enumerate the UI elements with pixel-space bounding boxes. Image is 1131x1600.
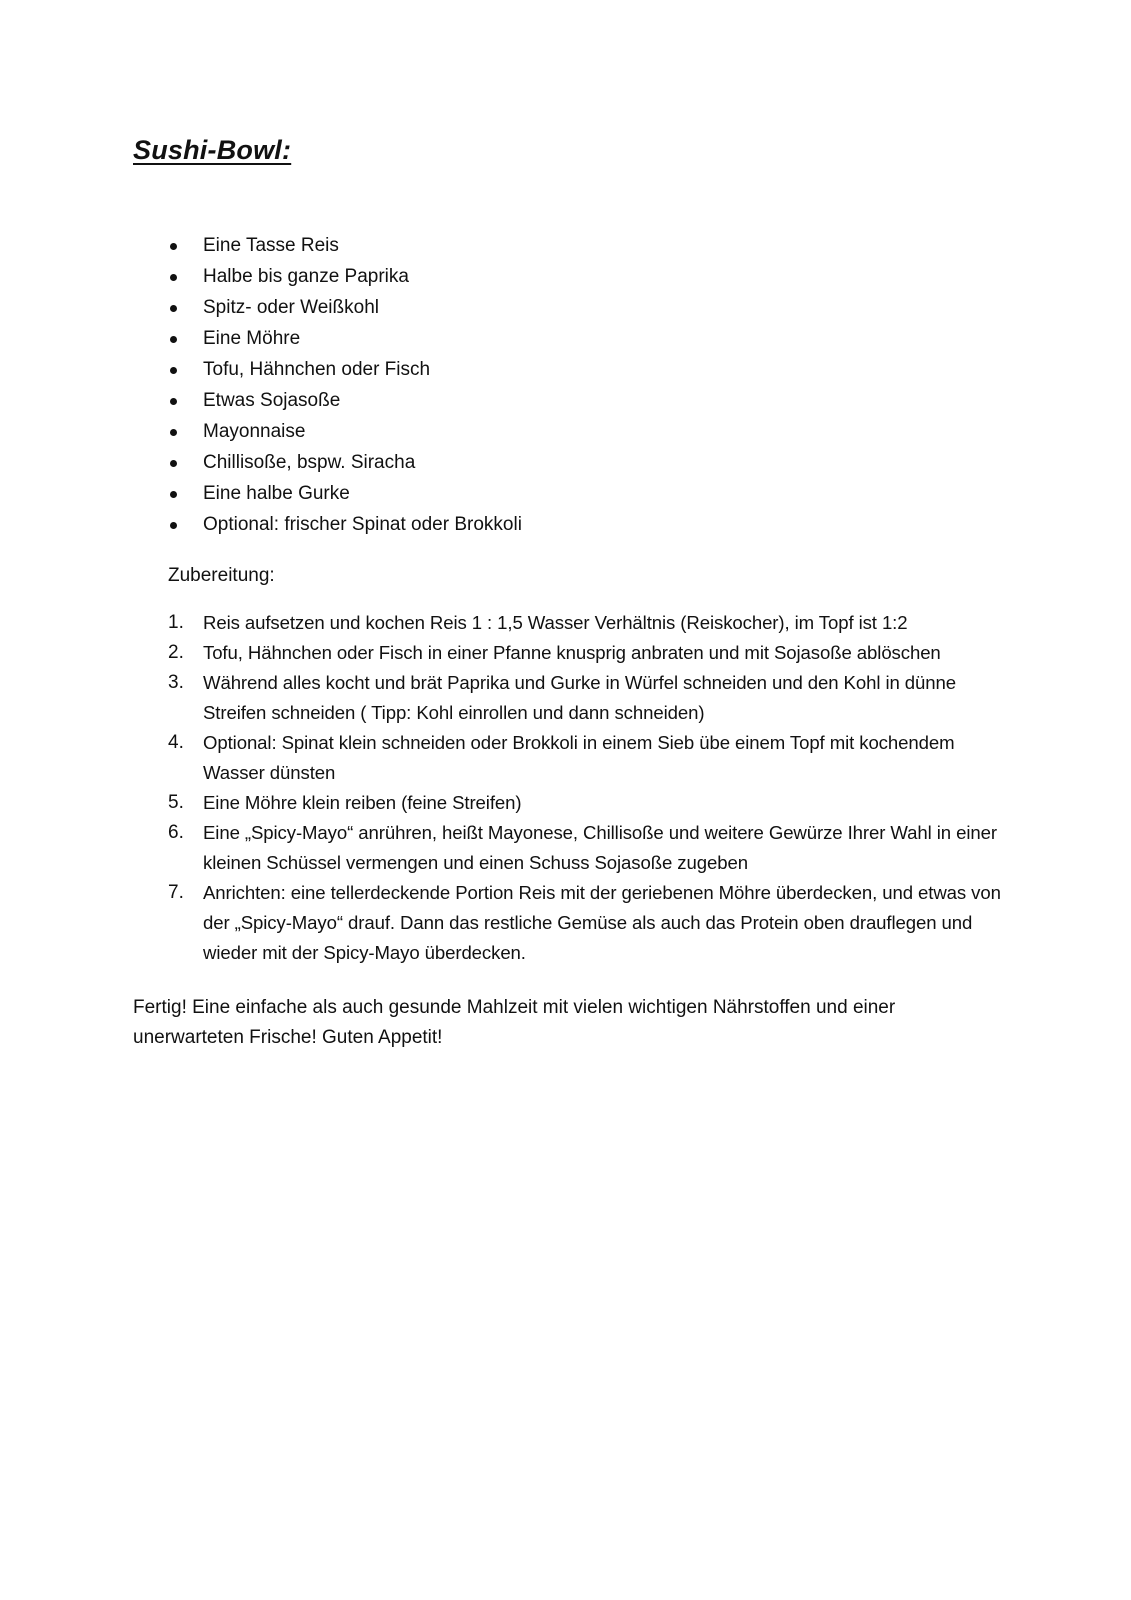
ingredient-item (0, 512, 522, 543)
ingredient-text: Chillisoße, bspw. Siracha (203, 452, 416, 473)
step-item (0, 608, 1003, 638)
step-text: Eine Möhre klein reiben (feine Streifen) (203, 792, 522, 813)
step-text: Anrichten: eine tellerdeckende Portion Reis mit der geriebenen Möhre überdecken, und etwas von der „Spicy-Mayo“ drauf. Dann das restliche Gemüse als auch das Protein oben drauflegen und wieder mit der Spicy-Mayo überdecken. (203, 882, 1001, 963)
step-text: Optional: Spinat klein schneiden oder Brokkoli in einem Sieb übe einem Topf mit kochendem Wasser dünsten (203, 732, 955, 783)
step-item (0, 818, 1003, 878)
ingredient-text: Etwas Sojasoße (203, 390, 341, 411)
step-number: 2. (168, 642, 184, 663)
step-text: Tofu, Hähnchen oder Fisch in einer Pfanne knusprig anbraten und mit Sojasoße ablöschen (203, 642, 941, 663)
ingredient-text: Eine halbe Gurke (203, 483, 350, 504)
bullet-icon (170, 398, 177, 405)
ingredient-text: Eine Tasse Reis (203, 235, 339, 256)
ingredient-text: Mayonnaise (203, 421, 306, 442)
preparation-heading: Zubereitung: (168, 565, 275, 586)
step-number: 3. (168, 672, 184, 693)
ingredient-text: Eine Möhre (203, 328, 301, 349)
ingredient-item (0, 295, 522, 326)
bullet-icon (170, 367, 177, 374)
bullet-icon (170, 305, 177, 312)
step-item (0, 878, 1003, 968)
bullet-icon (170, 274, 177, 281)
ingredient-item (0, 388, 522, 419)
ingredient-item (0, 450, 522, 481)
ingredient-text: Tofu, Hähnchen oder Fisch (203, 359, 431, 380)
bullet-icon (170, 460, 177, 467)
ingredient-item (0, 264, 522, 295)
step-text: Reis aufsetzen und kochen Reis 1 : 1,5 Wasser Verhältnis (Reiskocher), im Topf ist 1:2 (203, 612, 908, 633)
ingredients-list (0, 233, 522, 543)
step-text: Eine „Spicy-Mayo“ anrühren, heißt Mayonese, Chillisoße und weitere Gewürze Ihrer Wahl in einer kleinen Schüssel vermengen und einen Schuss Sojasoße zugeben (203, 822, 997, 873)
ingredient-item (0, 419, 522, 450)
step-number: 5. (168, 792, 184, 813)
bullet-icon (170, 336, 177, 343)
step-item (0, 638, 1003, 668)
bullet-icon (170, 429, 177, 436)
ingredient-item (0, 326, 522, 357)
bullet-icon (170, 243, 177, 250)
bullet-icon (170, 522, 177, 529)
step-number: 1. (168, 612, 184, 633)
ingredient-text: Halbe bis ganze Paprika (203, 266, 409, 287)
step-number: 4. (168, 732, 184, 753)
step-number: 7. (168, 882, 184, 903)
step-text: Während alles kocht und brät Paprika und Gurke in Würfel schneiden und den Kohl in dünne Streifen schneiden ( Tipp: Kohl einrollen und dann schneiden) (203, 672, 956, 723)
ingredient-item (0, 481, 522, 512)
step-item (0, 668, 1003, 728)
preparation-steps-list (0, 608, 1000, 968)
closing-paragraph: Fertig! Eine einfache als auch gesunde Mahlzeit mit vielen wichtigen Nährstoffen und einer unerwarteten Frische! Guten Appetit! (133, 997, 896, 1048)
ingredient-item (0, 357, 522, 388)
recipe-title: Sushi-Bowl: (133, 135, 292, 165)
step-item (0, 728, 1003, 788)
bullet-icon (170, 491, 177, 498)
ingredient-text: Spitz- oder Weißkohl (203, 297, 379, 318)
step-item (0, 788, 1003, 818)
ingredient-text: Optional: frischer Spinat oder Brokkoli (203, 514, 522, 535)
step-number: 6. (168, 822, 184, 843)
ingredient-item (0, 233, 522, 264)
